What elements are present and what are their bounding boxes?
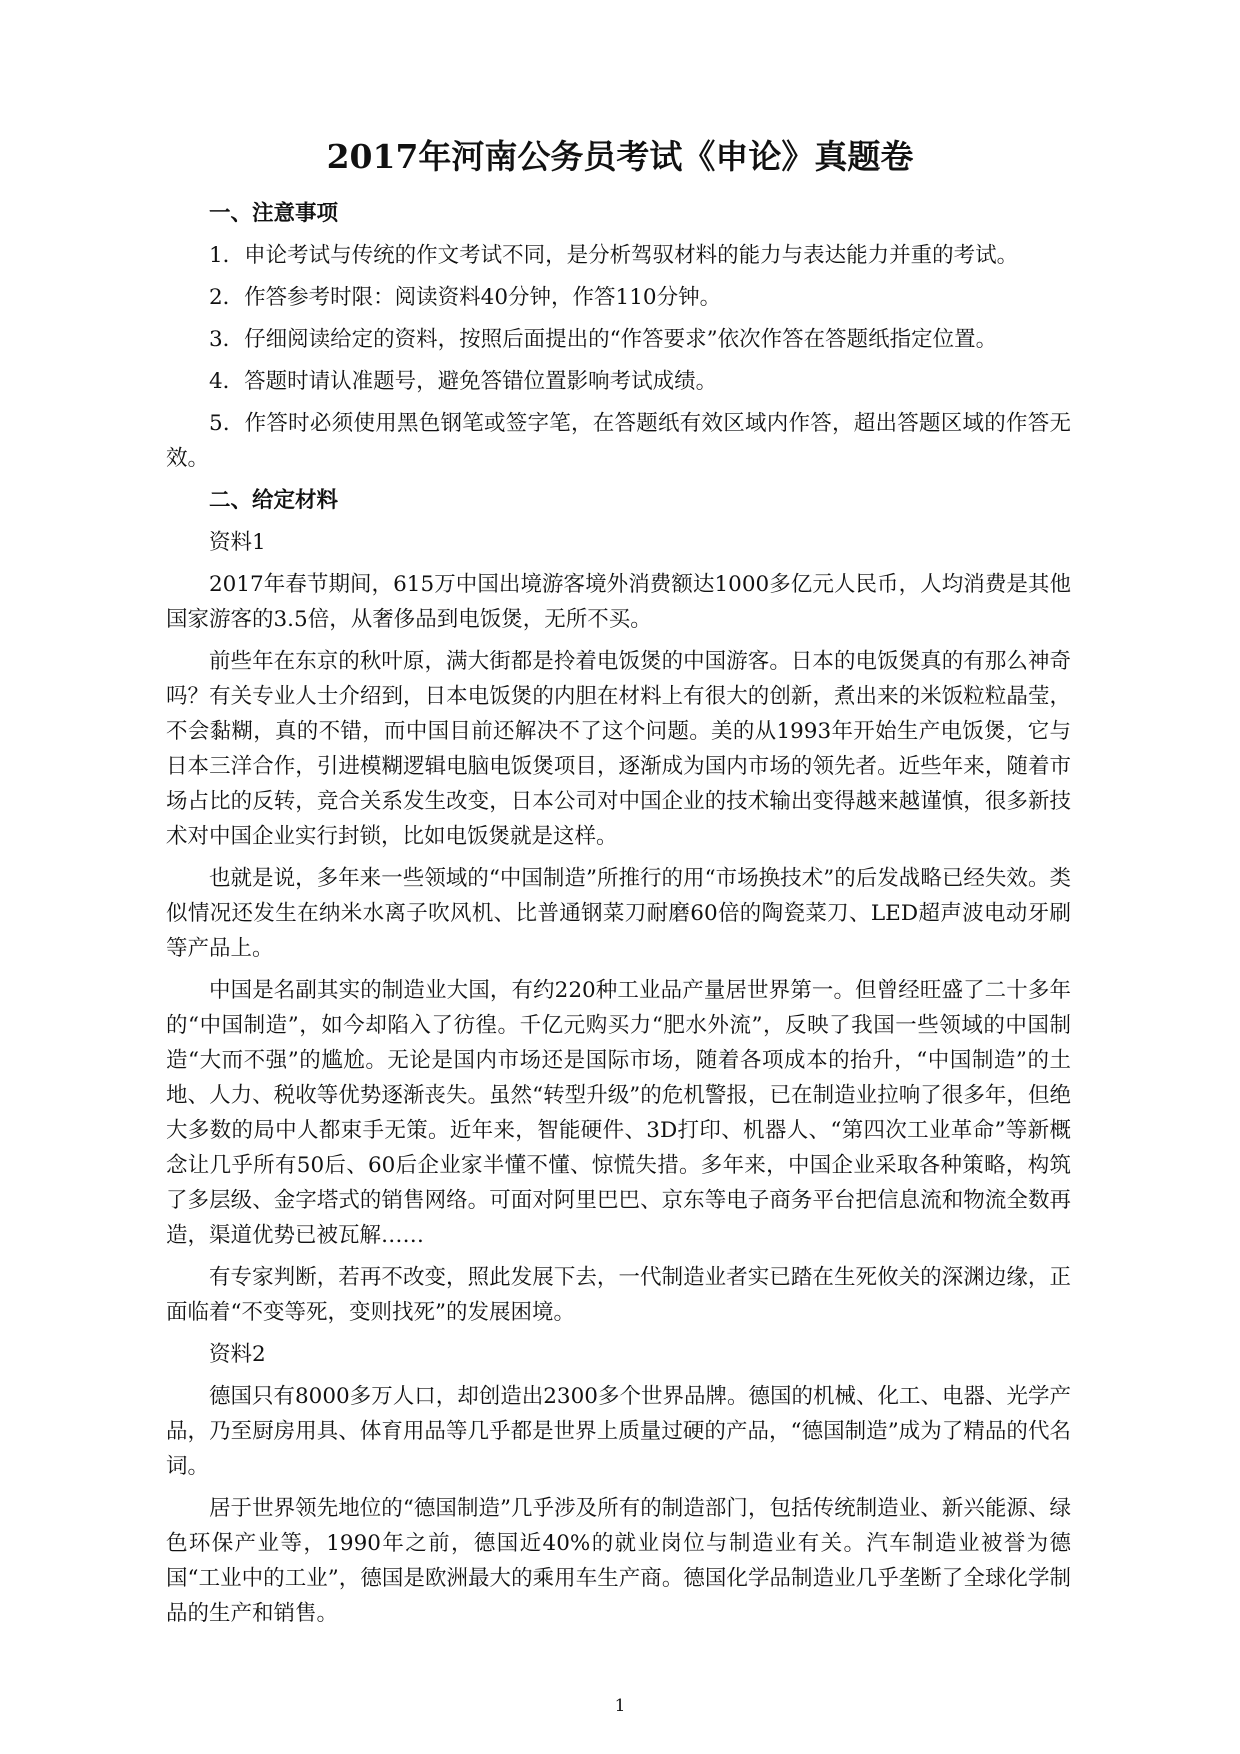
material-label: 资料1 — [209, 530, 266, 555]
paragraph: 居于世界领先地位的“德国制造”几乎涉及所有的制造部门，包括传统制造业、新兴能源、绿色环保产业等，1990年之前，德国近40%的就业岗位与制造业有关。汽车制造业被誉为德国“工业中的工业”，德国是欧洲最大的乘用车生产商。德国化学品制造业几乎垄断了全球化学制品的生产和销售。 — [166, 1496, 1071, 1626]
page-number: 1 — [614, 1696, 626, 1716]
paragraph: 中国是名副其实的制造业大国，有约220种工业品产量居世界第一。但曾经旺盛了二十多年的“中国制造”，如今却陷入了彷徨。千亿元购买力“肥水外流”，反映了我国一些领域的中国制造“大而不强”的尴尬。无论是国内市场还是国际市场，随着各项成本的抬升，“中国制造”的土地、人力、税收等优势逐渐丧失。虽然“转型升级”的危机警报，已在制造业拉响了很多年，但绝大多数的局中人都束手无策。近年来，智能硬件、3D打印、机器人、“第四次工业革命”等新概念让几乎所有50后、60后企业家半懂不懂、惊慌失措。多年来，中国企业采取各种策略，构筑了多层级、金字塔式的销售网络。可面对阿里巴巴、京东等电子商务平台把信息流和物流全数再造，渠道优势已被瓦解…… — [166, 978, 1071, 1248]
note-item: 3．仔细阅读给定的资料，按照后面提出的“作答要求”依次作答在答题纸指定位置。 — [209, 327, 998, 352]
section-heading-materials: 二、给定材料 — [209, 488, 339, 513]
paragraph: 2017年春节期间，615万中国出境游客境外消费额达1000多亿元人民币，人均消费是其他国家游客的3.5倍，从奢侈品到电饭煲，无所不买。 — [166, 572, 1071, 632]
material-label: 资料2 — [209, 1342, 266, 1367]
note-item: 5．作答时必须使用黑色钢笔或签字笔，在答题纸有效区域内作答，超出答题区域的作答无效。 — [166, 411, 1071, 471]
note-item: 4．答题时请认准题号，避免答错位置影响考试成绩。 — [209, 369, 718, 394]
note-item: 2．作答参考时限：阅读资料40分钟，作答110分钟。 — [209, 285, 722, 310]
paragraph: 有专家判断，若再不改变，照此发展下去，一代制造业者实已踏在生死攸关的深渊边缘，正面临着“不变等死，变则找死”的发展困境。 — [166, 1265, 1071, 1325]
document-title: 2017年河南公务员考试《申论》真题卷 — [326, 137, 914, 176]
paragraph: 德国只有8000多万人口，却创造出2300多个世界品牌。德国的机械、化工、电器、光学产品，乃至厨房用具、体育用品等几乎都是世界上质量过硬的产品，“德国制造”成为了精品的代名词。 — [166, 1384, 1071, 1479]
section-heading-notes: 一、注意事项 — [209, 201, 339, 226]
paragraph: 前些年在东京的秋叶原，满大街都是拎着电饭煲的中国游客。日本的电饭煲真的有那么神奇吗？有关专业人士介绍到，日本电饭煲的内胆在材料上有很大的创新，煮出来的米饭粒粒晶莹，不会黏糊，真的不错，而中国目前还解决不了这个问题。美的从1993年开始生产电饭煲，它与日本三洋合作，引进模糊逻辑电脑电饭煲项目，逐渐成为国内市场的领先者。近些年来，随着市场占比的反转，竞合关系发生改变，日本公司对中国企业的技术输出变得越来越谨慎，很多新技术对中国企业实行封锁，比如电饭煲就是这样。 — [166, 649, 1071, 849]
paragraph: 也就是说，多年来一些领域的“中国制造”所推行的用“市场换技术”的后发战略已经失效。类似情况还发生在纳米水离子吹风机、比普通钢菜刀耐磨60倍的陶瓷菜刀、LED超声波电动牙刷等产品上。 — [166, 866, 1071, 961]
document-body — [166, 196, 1071, 1638]
note-item: 1．申论考试与传统的作文考试不同，是分析驾驭材料的能力与表达能力并重的考试。 — [209, 243, 1019, 268]
